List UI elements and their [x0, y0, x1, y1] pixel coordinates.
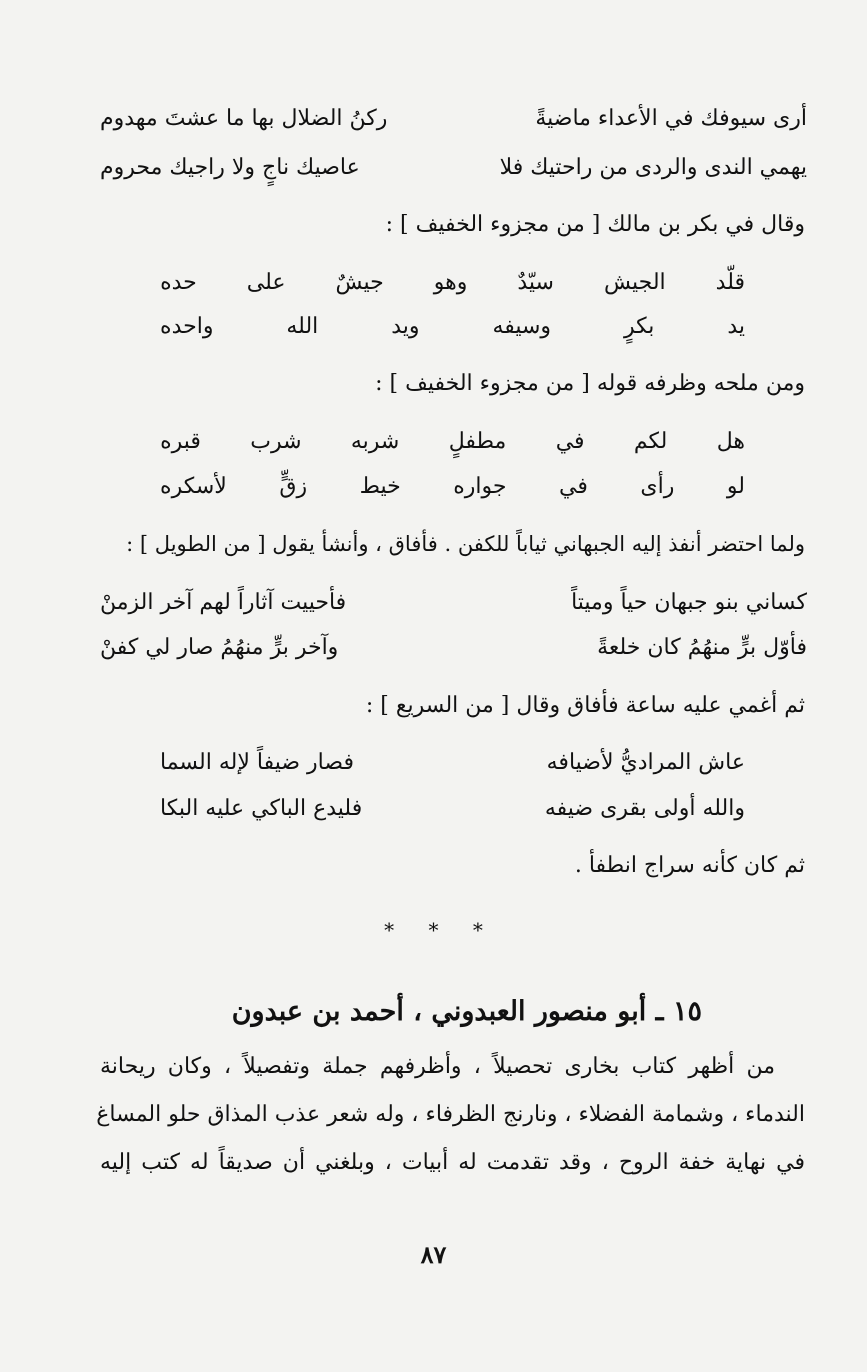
- verse-right-hemistich: فأوّل برٍّ منهُمُ كان خلعةً: [597, 635, 807, 660]
- star-glyph: *: [472, 918, 483, 942]
- verse-line: [160, 752, 745, 774]
- verse-word: الله: [286, 314, 319, 339]
- verse-word: شربه: [350, 429, 400, 454]
- verse-left-hemistich: ركنُ الضلال بها ما عشتَ مهدوم: [100, 106, 388, 131]
- verse-line: [100, 108, 807, 130]
- verse-word: خيط: [359, 474, 401, 499]
- verse-word: قبره: [160, 429, 201, 454]
- verse-word: الجيش: [603, 270, 666, 295]
- verse-word: ويد: [391, 314, 420, 339]
- closing-line: ثم كان كأنه سراج انطفأ .: [574, 853, 805, 878]
- verse-right-hemistich: أرى سيوفك في الأعداء ماضيةً: [535, 106, 807, 131]
- intro-line: ومن ملحه وظرفه قوله [ من مجزوء الخفيف ] :: [375, 371, 805, 396]
- verse-line: [160, 316, 745, 338]
- intro-line: ثم أغمي عليه ساعة فأفاق وقال [ من السريع ] :: [365, 693, 805, 718]
- verse-word: حده: [160, 270, 197, 295]
- verse-line: [160, 431, 745, 453]
- intro-line: وقال في بكر بن مالك [ من مجزوء الخفيف ] :: [385, 212, 805, 237]
- verse-line: [100, 637, 807, 659]
- verse-line: [100, 157, 807, 179]
- paragraph-line: في نهاية خفة الروح ، وقد تقدمت له أبيات ، وبلغني أن صديقاً له كتب إليه: [100, 1150, 805, 1175]
- verse-word: لو: [726, 474, 745, 499]
- verse-left-hemistich: وآخر برٍّ منهُمُ صار لي كفنْ: [100, 635, 339, 660]
- verse-left-hemistich: فليدع الباكي عليه البكا: [160, 796, 363, 821]
- verse-left-hemistich: عاصيك ناجٍ ولا راجيك محروم: [100, 155, 360, 180]
- verse-word: قلّد: [715, 270, 745, 295]
- verse-word: مطفلٍ: [448, 429, 507, 454]
- intro-line: ولما احتضر أنفذ إليه الجبهاني ثياباً للكفن . فأفاق ، وأنشأ يقول [ من الطويل ] :: [126, 532, 805, 556]
- verse-word: في: [559, 474, 588, 499]
- verse-line: [160, 798, 745, 820]
- verse-line: [100, 592, 807, 614]
- section-separator: [0, 918, 867, 942]
- paragraph-line: الندماء ، وشمامة الفضلاء ، ونارنج الظرفاء ، وله شعر عذب المذاق حلو المساغ: [96, 1102, 805, 1127]
- verse-word: يد: [727, 314, 745, 339]
- verse-word: في: [555, 429, 585, 454]
- verse-word: هل: [716, 429, 745, 454]
- verse-right-hemistich: والله أولى بقرى ضيفه: [544, 796, 745, 821]
- verse-word: سيّدٌ: [517, 270, 554, 295]
- verse-right-hemistich: كساني بنو جبهان حياً وميتاً: [571, 590, 807, 615]
- verse-word: وسيفه: [492, 314, 552, 339]
- verse-word: جواره: [453, 474, 507, 499]
- verse-line: [160, 272, 745, 294]
- section-title: ١٥ ـ أبو منصور العبدوني ، أحمد بن عبدون: [231, 996, 702, 1027]
- verse-right-hemistich: عاش المراديُّ لأضيافه: [546, 750, 745, 775]
- verse-word: زقٍّ: [279, 474, 308, 499]
- star-glyph: *: [428, 918, 439, 942]
- verse-right-hemistich: يهمي الندى والردى من راحتيك فلا: [499, 155, 807, 180]
- verse-word: شرب: [250, 429, 302, 454]
- verse-word: على: [246, 270, 286, 295]
- verse-word: بكرٍ: [623, 314, 655, 339]
- paragraph-line: من أظهر كتاب بخارى تحصيلاً ، وأظرفهم جملة وتفصيلاً ، وكان ريحانة: [100, 1054, 775, 1079]
- verse-word: جيشٌ: [335, 270, 384, 295]
- verse-word: لأسكره: [160, 474, 227, 499]
- star-glyph: *: [384, 918, 395, 942]
- verse-line: [160, 476, 745, 498]
- verse-left-hemistich: فأحييت آثاراً لهم آخر الزمنْ: [100, 590, 347, 615]
- verse-word: واحده: [160, 314, 214, 339]
- page-number: ٨٧: [420, 1240, 447, 1269]
- verse-word: وهو: [433, 270, 468, 295]
- verse-word: لكم: [633, 429, 668, 454]
- verse-word: رأى: [640, 474, 675, 499]
- verse-left-hemistich: فصار ضيفاً لإله السما: [160, 750, 354, 775]
